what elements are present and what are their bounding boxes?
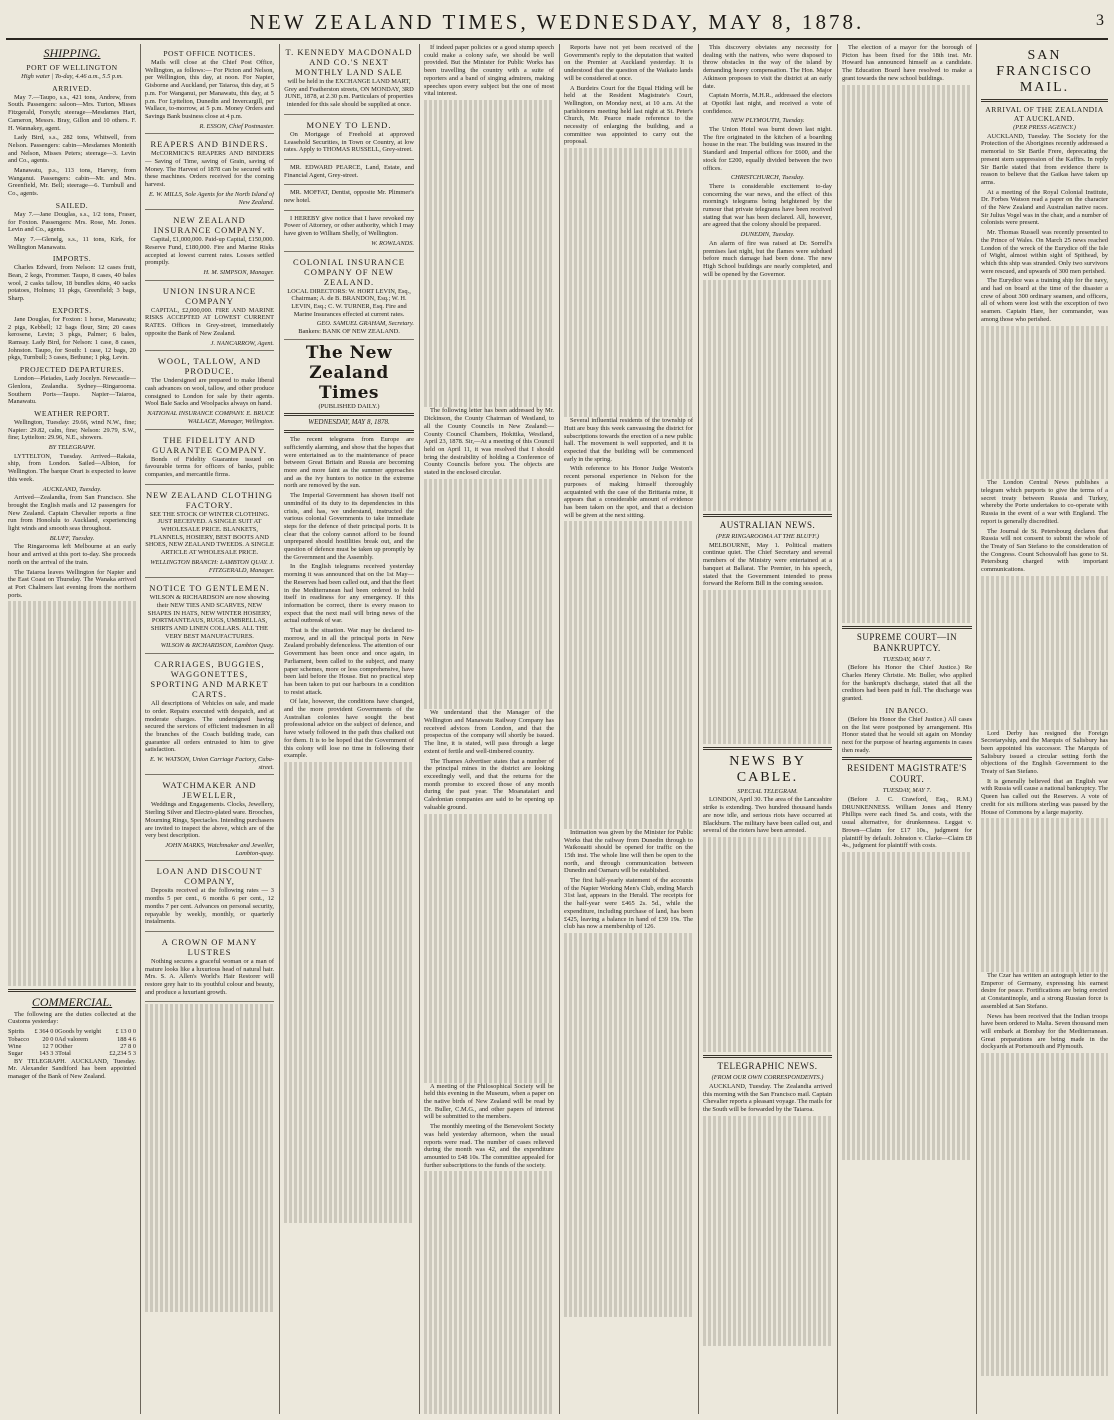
ad-reapers [145,136,274,210]
divider [703,1055,832,1058]
ad-heading: THE FIDELITY AND GUARANTEE COMPANY. [152,434,267,455]
customs-row: Wine 12 7 0 Other 27 8 0 [8,1042,136,1050]
ad-heading: LOAN AND DISCOUNT COMPANY, [156,866,263,887]
leader-paragraph: In the English telegrams received yesterday morning it was announced that on the 1st May— the Reserves had been called out, and that the fleet in the Mediterranean had been ordered to hold itself in readiness for any emergency. If this information be correct, there is every reason to expect that the next mail will bring news of the actual outbreak of war. [284,563,414,625]
text-filler [842,85,972,623]
commercial-telegraph: BY TELEGRAPH. AUCKLAND, Tuesday. Mr. Alexander Sandiford has been appointed manager of the Bank of New Zealand. [8,1057,136,1081]
article-paragraph: The following letter has been addressed by Mr. Dickinson, the County Chairman of Westland, to all the County Councils in New Zealand:— County Council Chambers, Hokitika, Westland, April 23, 1878. Sir,—At a meeting of this Council held on April 11, it was resolved that I should bring the desirability of holding a Conference of County Councils before you. The objects are stated in the enclosed circular. [424,407,554,477]
text-filler [981,326,1108,480]
telegraph-entry: LYTTELTON, Tuesday. Arrived—Rakaia, ship, from London. Sailed—Albion, for Wellington. The barque Orari is expected to leave this week. [8,452,136,483]
ad-carriages [145,656,274,775]
text-filler [8,601,136,985]
divider [842,757,972,760]
weather-entry: Wellington, Tuesday: 29.66, wind N.W., fine; Napier: 29.82, calm, fine; Nelson: 29.79, S.W., fine; Lyttelton: 29.96, N.E., showers. [8,418,136,442]
text-filler [703,280,832,511]
ad-signature: WELLINGTON BRANCH: LAMBTON QUAY. J. FITZGERALD, Manager. [150,558,274,574]
imports-entry: Charles Edward, from Nelson: 12 cases fruit, Bean, 2 kegs, Frommer. Taupo, 8 cases, 40 bales wool, 2 casks tallow, 18 bundles skins, 40 sacks potatoes, Holmes; 11 pkgs, Greenfield; 3 bags, Sharp. [8,264,136,303]
ad-heading: WATCHMAKER AND JEWELLER, [162,780,257,801]
supreme-court-date: TUESDAY, MAY 7. [882,655,932,663]
ad-body: MR. MOFFAT, Dentist, opposite Mr. Plimmer's new hotel. [284,189,414,205]
text-filler [424,1171,554,1414]
article-paragraph: A Burdeirs Court for the Equal Hiding will be held at the Resident Magistrate's Court, Wellington, on Monday next, at 10 a.m. At the parishioners meeting held last night at St. Peter's Church, Mr. Pearce made reference to the necessity of enlarging the building, and a committee was appointed to carry out the proposal. [564,84,693,146]
commercial-intro: The following are the duties collected at the Customs yesterday: [8,1010,136,1026]
dateline-christchurch: CHRISTCHURCH, Tuesday. [730,174,805,182]
telegraph-heading: BY TELEGRAPH. [48,444,96,452]
article-paragraph: The Thames Advertiser states that a number of the principal mines in the district are looking exceedingly well, and that the returns for the month promise to exceed those of any month during the past year. The Moanataiari and Caledonian companies are said to be opening up valuable ground. [424,757,554,811]
article-paragraph: Lord Derby has resigned the Foreign Secretaryship, and the Marquis of Salisbury has been appointed his successor. The Marquis of Salisbury issued a circular setting forth the objections of the English Government to the Treaty of San Stefano. [981,729,1108,776]
column-leader [284,44,414,1414]
column-rule [140,44,141,1414]
ad-signature: E. W. WATSON, Union Carriage Factory, Cuba-street. [149,756,274,771]
ad-dentist [284,187,414,210]
article-paragraph: MELBOURNE, May 1. Political matters continue quiet. The Chief Secretary and several members of the Ministry were entertained at a banquet at Ballarat. The Premier, in his speech, stated that the Government intended to press forward the Reform Bill in the coming session. [703,541,832,588]
text-filler [981,576,1108,730]
projected-heading: PROJECTED DEPARTURES. [19,365,125,375]
ad-land-sale [284,44,414,115]
ad-heading: NEW ZEALAND CLOTHING FACTORY. [145,489,274,510]
leader-paragraph: The recent telegrams from Europe are sufficiently alarming, and show that the hopes that were entertained as to the maintenance of peace between Great Britain and Russia are becoming more and more faint as the summer approaches and as the ivy hunters to notice in the extreme north are removed by the sun. [284,436,414,490]
leader-paragraph: That is the situation. War may be declared to-morrow, and in all the principal ports in New Zealand probably defenceless. The attention of our Government has been once and once again, in Parliament, been called to the subject, and many paper schemes, more or less comprehensive, have been laid before the House. But no practical step has been taken to put our harbours in a condition to resist attack. [284,627,414,696]
press-agency: (PER PRESS AGENCY.) [1013,124,1076,131]
imports-heading: IMPORTS. [52,254,92,264]
australian-news-sub: (PER RINGAROOMA AT THE BLUFF.) [715,533,820,541]
ad-heading: NOTICE TO GENTLEMEN. [149,583,270,594]
ad-body: On Mortgage of Freehold at approved Leasehold Securities, in Town or Country, at low rates. Apply to THOMAS RUSSELL, Grey-street. [284,130,414,154]
text-filler [981,1053,1108,1376]
sailed-entry: May 7.—Jane Douglas, s.s., 1/2 tons, Fraser, for Foxton. Passengers: Mrs. Rose, Mr. Jones. Levin and Co., agents. [8,210,136,234]
ad-clothing-factory [145,487,274,579]
text-filler [842,852,972,1160]
ad-heading: CARRIAGES, BUGGIES, WAGGONETTES, SPORTING AND MARKET CARTS. [150,659,269,700]
article-paragraph: If indeed paper policies or a good stump speech could make a colony safe, we should be well provided. But the Minister for Public Works has been travelling the country with a suite of reporters and a band of singing admirers, making speeches upon every subject but the one of most vital interest. [424,44,554,98]
column-san-francisco-mail [981,44,1108,1414]
ad-body: WILSON & RICHARDSON are now showing their NEW TIES AND SCARVES, NEW SHAPES IN HATS, NEW WINTER HOSIERY, PORTMANTEAUS, RUGS, UMBRELLAS, SHIRTS AND LINEN COLLARS. ALL THE VERY BEST MANUFACTURES. [147,594,272,640]
column-shipping [8,44,136,1414]
newspaper-header-title: NEW ZEALAND TIMES, WEDNESDAY, MAY 8, 1878. [249,10,865,34]
ad-body: Deposits received at the following rates — 3 months 5 per cent., 6 months 6 per cent., 12 months 7 per cent. Advances on personal security, repayable by weekly, monthly, or quarterly instalments. [145,887,274,926]
auckland-entry: Arrived—Zealandia, from San Francisco. She brought the English mails and 12 passengers for New Zealand. Captain Chevalier reports a fine run from Honolulu to Auckland, experiencing light winds and smooth seas throughout. [8,494,136,533]
ad-body: All descriptions of Vehicles on sale, and made to order. Repairs executed with despatch, and at moderate charges. The undersigned having secured the services of efficient tradesmen in all the branches of the Coach building trade, can guarantee all orders entrusted to him to give satisfaction. [145,700,274,754]
column-rule [419,44,420,1414]
ad-signature: NATIONAL INSURANCE COMPANY. E. BRUCE WALLACE, Manager, Wellington. [147,410,274,425]
ad-body: Bonds of Fidelity Guarantee issued on favourable terms for officers of banks, public companies, and mercantile firms. [145,455,274,478]
article-paragraph: (Before his Honor the Chief Justice.) Re Charles Henry Christie. Mr. Buller, who applied for the bankrupt's discharge, stated that all the creditors had been paid in full. The discharge was granted. [842,664,972,703]
published-daily: (PUBLISHED DAILY.) [318,402,380,410]
article-paragraph: This discovery obviates any necessity for dealing with the natives, who were disposed to throw obstacles in the way of the island by demanding heavy compensation. The Hon. Major Atkinson proposes to visit the district at an early date. [703,44,832,90]
sailed-heading: SAILED. [55,200,89,210]
column-rule [837,44,838,1414]
arrived-heading: ARRIVED. [52,83,92,93]
ad-body: SEE THE STOCK OF WINTER CLOTHING. JUST RECEIVED. A SINGLE SUIT AT WHOLESALE PRICE. BLANKETS, FLANNELS, HOSIERY, BEST BOOTS AND SHOES, NEW ZEALAND TWEEDS. A SINGLE ARTICLE AT WHOLESALE PRICE. [145,510,274,557]
customs-row: Tobacco 20 0 0 Ad valorem 188 4 6 [8,1035,136,1043]
special-telegram: SPECIAL TELEGRAM. [737,787,798,795]
australian-news-heading: AUSTRALIAN NEWS. [719,520,816,531]
ad-signature: JOHN MARKS, Watchmaker and Jeweller, Lambton-quay. [165,842,274,857]
column-advertisements [145,44,274,1414]
ad-body: The Undersigned are prepared to make liberal cash advances on wool, tallow, and other produce consigned to London for sale by their agents. Wool Bale Sacks and Woolpacks always on hand. [145,377,274,408]
text-filler [703,590,832,744]
divider [703,747,832,750]
column-leader-continued [424,44,554,1414]
ad-union-insurance [145,283,274,352]
customs-table [8,1028,136,1058]
column-telegrams [703,44,832,1414]
article-paragraph: The London Central News publishes a telegram which purports to give the terms of a secret treaty between Russia and Turkey, whereby the Porte undertakes to co-operate with Russia in the event of a war with England. The report is generally discredited. [981,479,1108,525]
bluff-entry: The Ringarooma left Melbourne at an early hour and arrived at this port to-day. She proceeds north on the arrival of the train. [8,543,136,566]
port-heading: PORT OF WELLINGTON [26,63,118,72]
divider [981,99,1108,102]
ad-heading: A CROWN OF MANY LUSTRES [161,936,258,957]
article-paragraph: An alarm of fire was raised at Dr. Sorrell's premises last night, but the flames were subdued before much damage had been done. The new High School buildings are nearly completed, and will be opened by the Governor. [703,239,832,278]
ad-signature: J. NANCARROW, Agent. [210,339,274,347]
article-paragraph: A meeting of the Philosophical Society will be held this evening in the Museum, when a paper on the native birds of New Zealand will be read by Dr. Buller, C.M.G., and other papers of interest will be submitted to the members. [424,1082,554,1121]
article-paragraph: Several influential residents of the township of Hutt are busy this week canvassing the district for subscriptions towards the erection of a new public hall. The movement is well supported, and it is expected that the building will be commenced early in the spring. [564,417,693,463]
text-filler [564,933,693,1317]
ad-signature: H. M. SIMPSON, Manager. [203,269,274,277]
weather-heading: WEATHER REPORT. [34,408,110,418]
ad-gentlemen [145,580,274,654]
text-filler [284,762,414,1223]
article-paragraph: News has been received that the Indian troops have been ordered to Malta. Seven thousand men will embark at Bombay for the Mediterranean. Great preparations are being made in the dockyards at Portsmouth and Plymouth. [981,1012,1108,1051]
ad-heading: NEW ZEALAND INSURANCE COMPANY. [153,215,266,236]
text-filler [703,1116,832,1347]
article-paragraph: The Union Hotel was burnt down last night. The fire originated in the kitchen of a boarding house in the rear. The building was insured in the Standard and Imperial offices for £600, and the stock for £200, equally divided between the two offices. [703,126,832,172]
masthead [6,4,1108,40]
ad-body: will be held in the EXCHANGE LAND MART, Grey and Featherston streets, ON MONDAY, 3RD JUNE, 1878, at 2.30 p.m. Particulars of properties intended for this sale should be supplied at once. [284,78,414,109]
customs-row: Sugar 143 3 3 Total £2,234 5 3 [8,1050,136,1058]
ad-heading: T. KENNEDY MACDONALD AND CO.'S NEXT MONTHLY LAND SALE [285,47,413,77]
article-paragraph: (Before J. C. Crawford, Esq., R.M.) DRUNKENNESS. William Jones and Henry Phillips were each fined 5s. and costs, with the usual alternative, for drunkenness. Leggat v. Brown—Claim for £17 10s., judgment for plaintiff by default. Johnston v. Clarke—Claim £8 4s., judgment for plaintiff with costs. [842,796,972,850]
ad-body: Weddings and Engagements. Clocks, Jewellery, Sterling Silver and Electro-plated ware. Brooches, Mourning Rings, Spectacles. Intending purchasers are invited to inspect the above, which are of the very best description. [145,801,274,840]
ad-signature: E. W. MILLS, Sole Agents for the North Island of New Zealand. [149,190,274,206]
ad-heading: WOOL, TALLOW, AND PRODUCE. [157,356,262,377]
arrived-entry: Manawatu, p.s., 113 tons, Harvey, from Wanganui. Passengers: cabin—Mr. and Mrs. Greenfield, Mr. Bell; steerage—6. Turnbull and Co., agents. [8,167,136,198]
article-paragraph: AUCKLAND, Tuesday. The Society for the Protection of the Aborigines recently addressed a memorial to Sir Bartle Frere, deprecating the present stern suppression of the Kaffirs. In reply Sir Bartle stated that from evidence there is reason to believe that the Gaikas have taken up arms. [981,132,1108,186]
dateline-newplymouth: NEW PLYMOUTH, Tuesday. [730,117,805,125]
ad-signature: GEO. SAMUEL GRAHAM, Secretary. [316,320,414,328]
dateline-dunedin: DUNEDIN, Tuesday. [740,231,795,239]
text-filler [424,814,554,1083]
supreme-court-heading: SUPREME COURT—IN BANKRUPTCY. [856,631,958,653]
column-rule [279,44,280,1414]
ad-heading: REAPERS AND BINDERS. [150,139,269,150]
ad-body: Capital, £1,000,000. Paid-up Capital, £150,000. Reserve Fund, £180,000. Fire and Marine Risks accepted at lowest current rates. Losses settled promptly. [145,236,274,267]
text-filler [424,479,554,710]
auckland-heading: AUCKLAND, Tuesday. [42,485,102,493]
article-paragraph: We understand that the Manager of the Wellington and Manawatu Railway Company has received advices from London, and that the prospectus of the company will shortly be issued. The line, it is stated, will pass through a large extent of fertile and well-timbered country. [424,709,554,755]
ad-signature: R. ESSON, Chief Postmaster. [199,122,274,130]
article-paragraph: Intimation was given by the Minister for Public Works that the railway from Dunedin through to Waikouaiti should be opened for traffic on the 15th inst. The whole line will then be open to the north, and through communication between Dunedin and Oamaru will be established. [564,828,693,875]
article-paragraph: At a meeting of the Royal Colonial Institute, Dr. Forbes Watson read a paper on the character of the New Zealand and Australian native races. Sir Julius Vogel was in the chair, and a number of colonists were present. [981,188,1108,227]
tide-info: High water | To-day, 4.46 a.m., 5.5 p.m. [21,73,123,80]
resident-magistrate-heading: RESIDENT MAGISTRATE'S COURT. [847,763,967,785]
page-number: 3 [1096,12,1104,29]
projected-entry: London—Pleiades, Lady Jocelyn. Newcastle—Glenlora, Zealandia. Sydney—Ringarooma. Southern Ports—Taupo. Napier—Taiaroa, Manawatu. [8,375,136,406]
customs-row: Spirits £ 364 0 0 Goods by weight £ 13 0 0 [8,1028,136,1036]
ad-body: LOCAL DIRECTORS: W. HORT LEVIN, Esq., Chairman; A. de B. BRANDON, Esq.; W. H. LEVIN, Esq.; C. W. TURNER, Esq. Fire and Marine Insurances effected at current rates. [287,287,411,318]
ad-money-to-lend [284,117,414,160]
article-paragraph: Captain Morris, M.H.R., addressed the electors at Opotiki last night, and received a vote of confidence. [703,92,832,115]
text-filler [981,818,1108,972]
exports-entry: Jane Douglas, for Foxton: 1 horse, Manawatu; 2 pigs, Kebbell; 12 bags flour, Sim; 20 cases kerosene, Levin; 3 pkgs, Palmer; 6 bales, Ramsay. Lady Bird, for Nelson: 1 case, 8 cases, Johnston. Taupo, for South: 1 case, 12 bags, 20 pkgs, Turnbull; 3 cases, Bethune; 1 pkg, Levin. [8,315,136,362]
ad-body: MR. EDWARD PEARCE, Land, Estate, and Financial Agent, Grey-street. [284,163,414,179]
commercial-heading: COMMERCIAL. [31,994,113,1009]
ad-nz-insurance [145,212,274,281]
article-paragraph: The Czar has written an autograph letter to the Emperor of Germany, expressing his earnest desire for peace. Fortifications are being erected at Constantinople, and a strong Russian force is assembled at San Stefano. [981,972,1108,1010]
divider [284,430,414,433]
telegraphic-news-heading: TELEGRAPHIC NEWS. [717,1061,818,1072]
divider [703,514,832,517]
ad-fidelity [145,432,274,485]
ad-wool-tallow [145,353,274,429]
sailed-entry: May 7.—Glenelg, s.s., 11 tons, Kirk, for Wellington Manawatu. [8,235,136,251]
divider [842,626,972,629]
article-paragraph: The Journal de St. Petersbourg declares that Russia will not consent to submit the whole of the Treaty of San Stefano to the consideration of the Congress. Count Schouvaloff has gone to St. Petersburg charged with important communications. [981,527,1108,574]
text-filler [703,837,832,1052]
ad-heading: COLONIAL INSURANCE COMPANY OF NEW ZEALAND. [293,256,405,287]
ad-signature: WILSON & RICHARDSON, Lambton Quay. [160,642,274,650]
editorial-dateline: WEDNESDAY, MAY 8, 1878. [308,418,390,427]
text-filler [424,100,554,408]
text-filler [145,1004,274,1312]
exports-heading: EXPORTS. [52,305,92,315]
ad-colonial-insurance [284,254,414,340]
article-paragraph: Mr. Thomas Russell was recently presented to the Prince of Wales. On March 25 news reached London of the wreck of the Eurydice off the Isle of Wight, almost within sight of Spithead, by which this ship was stranded. Only two survivors were rescued, and upwards of 300 men perished. [981,229,1108,275]
column-rule [559,44,560,1414]
bluff-heading: BLUFF, Tuesday. [49,534,95,542]
ad-body: Mails will close at the Chief Post Office, Wellington, as follows:— For Picton and Nelson, per Wellington, this day, at noon. For Napier, Gisborne and Auckland, per Taiaroa, this day, at 5 p.m. For Wanganui, per Manawatu, this day, at 5 p.m. For Lyttelton, Dunedin and Invercargill, per Wallace, to-morrow, at 5 p.m. Money Orders and Savings Bank business close at 4 p.m. [145,59,274,120]
article-paragraph: Reports have not yet been received of the Government's reply to the deputation that waited on the Premier at Auckland yesterday. It is understood that the question of the Waikato lands will be considered at once. [564,44,693,82]
article-paragraph: (Before his Honor the Chief Justice.) All cases on the list were postponed by arrangement. His Honor stated that he would sit again on Monday next for the purpose of hearing arguments in cases then ready. [842,715,972,754]
article-paragraph: The first half-yearly statement of the accounts of the Napier Working Men's Club, ending March 31st last, appears in the Herald. The receipts for the half-year were £465 2s. 5d., while the expenditure, including purchase of land, has been £425, leaving a balance in hand of £39 19s. The club has now a membership of 126. [564,877,693,931]
ad-land-agent [284,162,414,185]
article-paragraph: The Eurydice was a training ship for the navy, and had on board at the time of the disaster a crew of about 300 ordinary seamen, and officers, all of whom were lost with the exception of two seamen. Captain Hare, her commander, was among those who perished. [981,277,1108,323]
column-courts [842,44,972,1414]
banco-heading: IN BANCO. [885,705,929,715]
column-local-news [564,44,693,1414]
ad-notice [284,213,414,252]
arrived-entry: May 7.—Taupo, s.s., 421 tons, Andrew, from South. Passengers: saloon—Mrs. Turton, Misses Fitzgerald, Forsyth; steerage—Mesdames Hart, Cameron, Messrs. Bray, Gillon and 10 others. F. H. Wannakey, agent. [8,93,136,132]
ad-body: Nothing secures a graceful woman or a man of mature looks like a luxurious head of natural hair. Mrs. S. A. Allen's World's Hair Restorer will restore grey hair to its youthful colour and beauty, and produce a luxuriant growth. [145,957,274,996]
ad-body: CAPITAL, £2,000,000. FIRE AND MARINE RISKS ACCEPTED AT LOWEST CURRENT RATES. Offices in Grey-street, immediately opposite the Bank of New Zealand. [145,306,274,337]
leader-paragraph: The Imperial Government has shown itself not unmindful of its duty to its dependencies in this crisis, and has, we understand, instructed the various colonial Governments to take immediate steps for the defence of their principal ports. It is clear that the colony cannot afford to be found unprepared should hostilities break out, and the question of defence must be taken up promptly by the Government and the Assembly. [284,492,414,561]
ad-heading: UNION INSURANCE COMPANY [162,285,257,306]
divider [284,413,414,416]
ad-body: McCORMICK'S REAPERS AND BINDERS — Saving of Time, saving of Grain, saving of Money. The Harvest of 1878 can be secured with these machines. Orders received for the coming harvest. [145,150,274,189]
ad-bankers: Bankers: BANK OF NEW ZEALAND. [298,328,400,336]
arrived-entry: Lady Bird, s.s., 282 tons, Whitwell, from Nelson. Passengers: cabin—Mesdames Monteith and Nelson, Misses Peters; steerage—3. Levin and Co., agents. [8,134,136,165]
column-rule [698,44,699,1414]
article-paragraph: AUCKLAND, Tuesday. The Zealandia arrived this morning with the San Francisco mail. Captain Chevalier reports a pleasant voyage. The mails for the South will be forwarded by the Taiaroa. [703,1082,832,1113]
ad-heading: MONEY TO LEND. [306,119,392,130]
san-francisco-mail-heading: SAN FRANCISCO MAIL. [996,48,1093,95]
article-paragraph: There is considerable excitement to-day concerning the war news, and the effect of this morning's telegrams being heightened by the rumour that private telegrams have been received stating that war has been declared. All, however, are agreed that the colony should be prepared. [703,182,832,229]
text-filler [564,148,693,417]
telegraphic-news-sub: (FROM OUR OWN CORRESPONDENTS.) [711,1074,824,1082]
ad-body: I HEREBY give notice that I have revoked my Power of Attorney, or other authority, which I may have given to William Shelly, of Wellington. [284,214,414,238]
resident-magistrate-date: TUESDAY, MAY 7. [882,787,932,795]
article-paragraph: LONDON, April 30. The area of the Lancashire strike is extending. Two hundred thousand hands are now idle, and serious riots have occurred at Blackburn. The military have been called out, and several of the rioters have been arrested. [703,796,832,835]
arrival-heading: ARRIVAL OF THE ZEALANDIA AT AUCKLAND. [985,105,1104,123]
mail-entry: The Taiaroa leaves Wellington for Napier and the East Coast on Thursday. The Wanaka arrived at Port Chalmers last evening from the northern ports. [8,568,136,599]
article-paragraph: It is generally believed that an English war with Russia will cause a national bankruptcy. The Queen has called out the Reserves. A vote of credit for six millions sterling was passed by the House of Commons by a large majority. [981,777,1108,816]
divider [8,989,136,992]
column-rule [976,44,977,1414]
news-by-cable-heading: NEWS BY CABLE. [729,753,806,785]
ad-signature: W. ROWLANDS. [371,239,414,247]
leader-paragraph: Of late, however, the conditions have changed, and the more provident Governments of the Australian colonies have sought the best professional advice on the subject of defence, and have wisely followed in the path thus chalked out for them. It is to be hoped that the Government of this colony will lose no time in following their example. [284,698,414,760]
text-filler [564,521,693,829]
ad-hair-restorer [145,934,274,1003]
section-title-shipping: SHIPPING. [43,46,101,60]
ad-heading: POST OFFICE NOTICES. [163,49,256,58]
ad-loan-company [145,863,274,932]
ad-watchmaker [145,777,274,861]
ad-post-office [145,44,274,134]
editorial-nameplate: The New Zealand Times [305,342,393,403]
article-paragraph: With reference to his Honor Judge Weston's recent personal experience in Nelson for the purposes of making himself thoroughly acquainted with the case of the Brittania mine, it appears that a considerable amount of evidence has been taken on the spot, and that a decision will be given at the next sitting. [564,465,693,519]
article-paragraph: The monthly meeting of the Benevolent Society was held yesterday afternoon, when the usual reports were read. The number of cases relieved during the month was 42, and the expenditure amounted to £48 10s. The committee appealed for further subscriptions to the funds of the society. [424,1123,554,1169]
article-paragraph: The election of a mayor for the borough of Picton has been fixed for the 18th inst. Mr. Howard has announced himself as a candidate. The Education Board have resolved to make a grant towards the new school buildings. [842,44,972,82]
